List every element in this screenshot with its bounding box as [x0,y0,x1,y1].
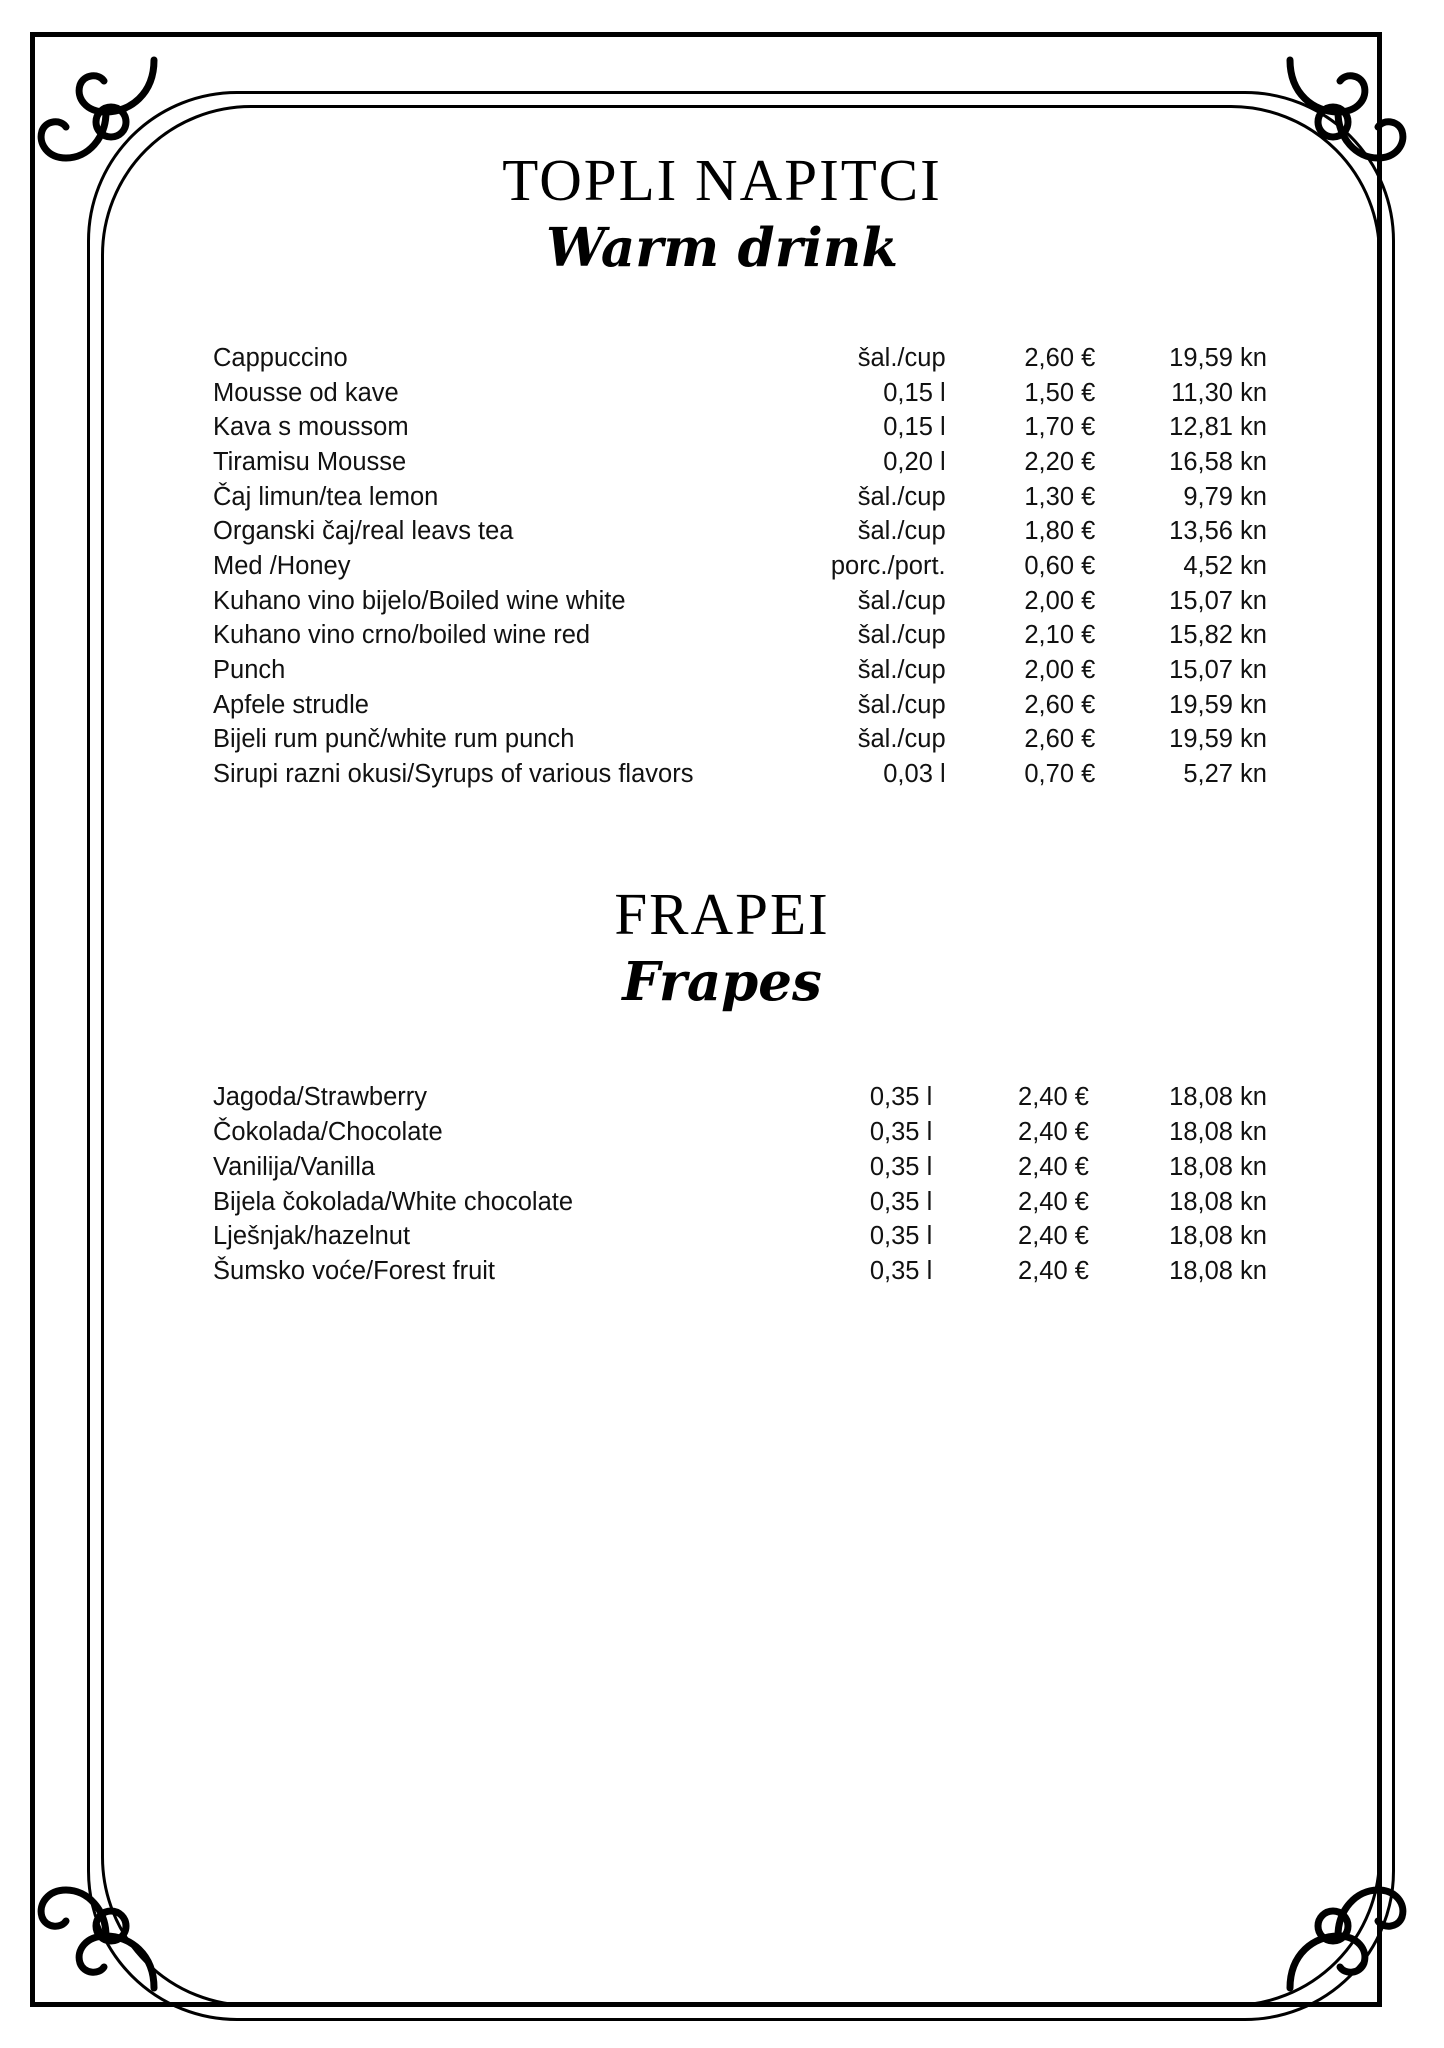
menu-table-warm-drinks [177,341,1267,792]
item-unit: 0,35 l [869,1083,933,1112]
item-price-kn: 13,56 kn [1169,517,1267,546]
table-row [177,341,1267,376]
item-price-kn: 19,59 kn [1169,725,1267,754]
table-row [177,549,1267,584]
section-header-frappes [110,880,1334,1013]
item-price-eur: 0,60 € [1024,551,1096,580]
item-price-kn: 4,52 kn [1183,551,1267,580]
item-price-kn: 15,07 kn [1169,586,1267,615]
item-name: Šumsko voće/Forest fruit [213,1256,496,1285]
item-price-eur: 1,30 € [1024,482,1096,511]
table-row [177,1115,1267,1150]
item-unit: šal./cup [857,690,946,719]
table-row [177,445,1267,480]
item-price-kn: 9,79 kn [1183,482,1267,511]
table-row [177,1219,1267,1254]
section-title-frappes: FRAPEI [614,880,830,947]
item-price-kn: 16,58 kn [1169,447,1267,476]
item-price-kn: 12,81 kn [1169,413,1267,442]
item-unit: šal./cup [857,517,946,546]
item-unit: 0,35 l [869,1118,933,1147]
table-row [177,584,1267,619]
item-price-eur: 2,40 € [1018,1187,1089,1216]
table-row [177,722,1267,757]
item-unit: 0,03 l [883,759,946,788]
table-row [177,1080,1267,1115]
item-name: Organski čaj/real leavs tea [213,517,514,546]
item-price-kn: 19,59 kn [1169,690,1267,719]
item-unit: šal./cup [857,655,946,684]
item-name: Jagoda/Strawberry [213,1083,428,1112]
item-price-eur: 2,10 € [1024,621,1096,650]
item-name: Bijela čokolada/White chocolate [213,1187,574,1216]
item-unit: 0,15 l [883,378,946,407]
item-price-kn: 18,08 kn [1169,1187,1267,1216]
item-price-eur: 2,60 € [1024,343,1096,372]
menu-table-frappes [177,1080,1267,1288]
item-price-eur: 2,40 € [1018,1152,1089,1181]
item-unit: porc./port. [830,551,946,580]
item-price-eur: 2,60 € [1024,725,1096,754]
section-header-warm-drinks [110,147,1334,279]
item-unit: 0,35 l [869,1256,933,1285]
spacer [110,792,1334,884]
section-title-warm-drinks: TOPLI NAPITCI [502,147,942,213]
spacer [110,279,1334,341]
item-price-eur: 1,50 € [1024,378,1096,407]
menu-content [110,147,1334,1289]
item-price-eur: 2,40 € [1018,1118,1089,1147]
table-row [177,618,1267,653]
item-name: Čokolada/Chocolate [213,1118,443,1147]
item-price-eur: 2,40 € [1018,1222,1089,1251]
item-name: Bijeli rum punč/white rum punch [213,725,575,754]
section-subtitle-warm-drinks: Warm drink [545,216,899,279]
item-name: Sirupi razni okusi/Syrups of various flavors [213,759,694,788]
item-unit: 0,35 l [869,1152,933,1181]
item-price-eur: 2,20 € [1024,447,1096,476]
item-name: Vanilija/Vanilla [213,1152,376,1181]
item-price-eur: 2,00 € [1024,655,1096,684]
table-row [177,1150,1267,1185]
item-price-kn: 18,08 kn [1169,1256,1267,1285]
item-name: Tiramisu Mousse [213,447,407,476]
item-name: Kuhano vino bijelo/Boiled wine white [213,586,626,615]
item-price-kn: 18,08 kn [1169,1083,1267,1112]
item-price-kn: 15,07 kn [1169,655,1267,684]
table-row [177,1254,1267,1289]
item-unit: 0,35 l [869,1222,933,1251]
item-name: Kuhano vino crno/boiled wine red [213,621,591,650]
item-price-kn: 18,08 kn [1169,1118,1267,1147]
item-price-eur: 2,40 € [1018,1256,1089,1285]
table-row [177,1185,1267,1220]
item-name: Čaj limun/tea lemon [213,482,439,511]
item-unit: 0,15 l [883,413,946,442]
item-name: Med /Honey [213,551,351,580]
item-unit: šal./cup [857,725,946,754]
table-row [177,757,1267,792]
item-name: Punch [213,655,286,684]
table-row [177,688,1267,723]
table-row [177,480,1267,515]
item-price-kn: 18,08 kn [1169,1222,1267,1251]
item-name: Apfele strudle [213,690,369,719]
item-unit: šal./cup [857,482,946,511]
item-price-kn: 18,08 kn [1169,1152,1267,1181]
item-price-kn: 19,59 kn [1169,343,1267,372]
section-subtitle-frappes: Frapes [622,950,822,1013]
item-unit: šal./cup [857,586,946,615]
spacer [110,1012,1334,1080]
item-price-kn: 11,30 kn [1171,378,1267,407]
item-name: Lješnjak/hazelnut [213,1222,411,1251]
item-price-eur: 2,60 € [1024,690,1096,719]
table-row [177,376,1267,411]
item-price-eur: 2,00 € [1024,586,1096,615]
table-row [177,653,1267,688]
item-name: Cappuccino [213,343,348,372]
table-row [177,410,1267,445]
item-unit: 0,35 l [869,1187,933,1216]
item-unit: šal./cup [857,343,946,372]
item-name: Kava s moussom [213,413,409,442]
item-unit: šal./cup [857,621,946,650]
item-price-kn: 15,82 kn [1169,621,1267,650]
item-price-eur: 1,80 € [1024,517,1096,546]
item-price-eur: 2,40 € [1018,1083,1089,1112]
table-row [177,514,1267,549]
item-price-eur: 1,70 € [1024,413,1096,442]
item-price-kn: 5,27 kn [1183,759,1267,788]
item-name: Mousse od kave [213,378,399,407]
item-price-eur: 0,70 € [1024,759,1096,788]
item-unit: 0,20 l [883,447,946,476]
